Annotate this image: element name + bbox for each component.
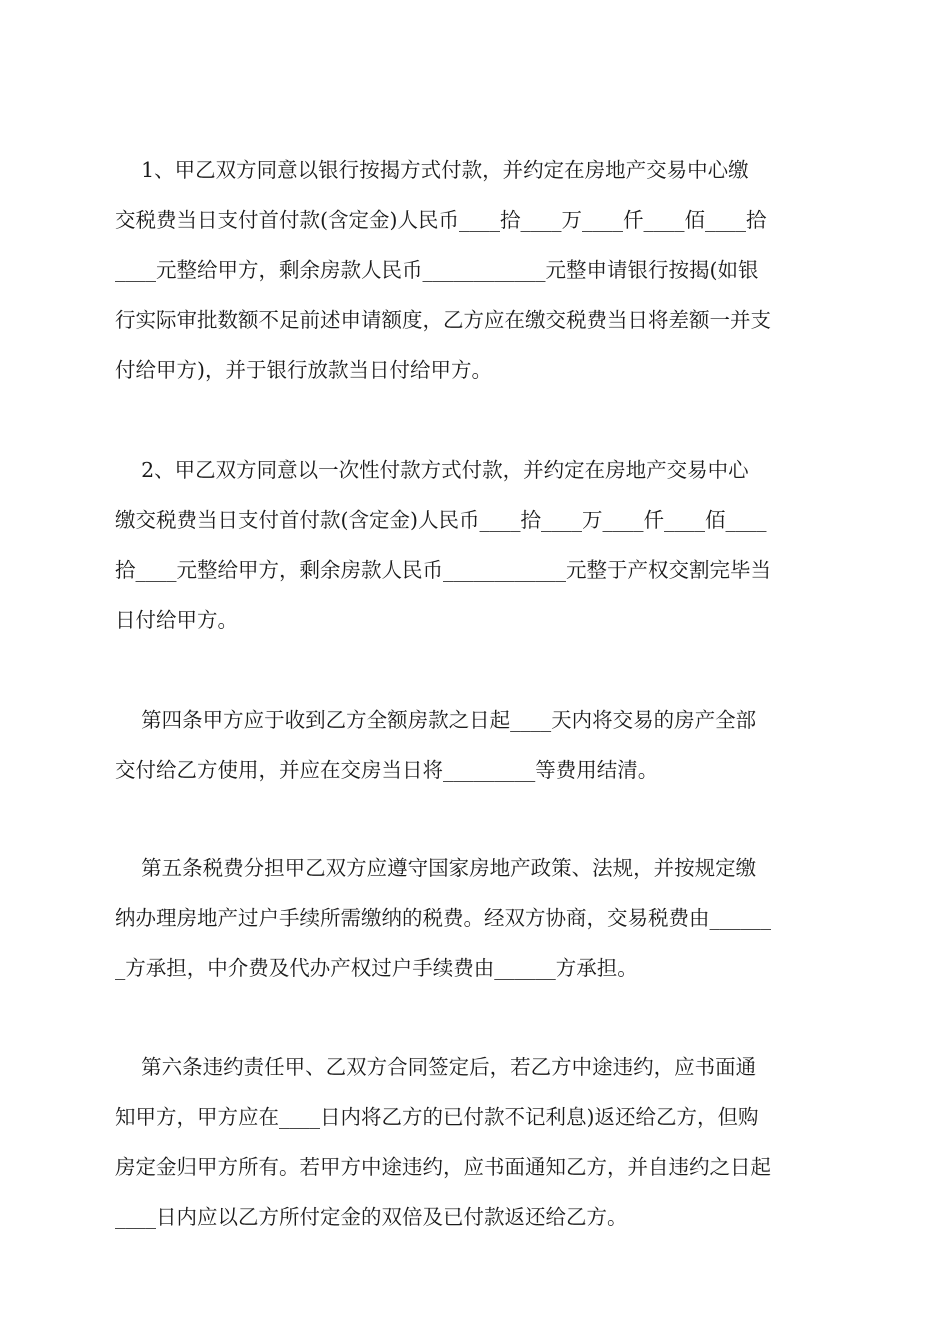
text-line: 交税费当日支付首付款(含定金)人民币____拾____万____仟____佰____拾 xyxy=(115,208,767,232)
text-line: 房定金归甲方所有。若甲方中途违约，应书面通知乙方，并自违约之日起 xyxy=(115,1155,771,1179)
text-line: 1、甲乙双方同意以银行按揭方式付款，并约定在房地产交易中心缴 xyxy=(115,158,749,182)
paragraph-article-6 xyxy=(115,1042,839,1242)
text-line: 2、甲乙双方同意以一次性付款方式付款，并约定在房地产交易中心 xyxy=(115,458,749,482)
text-line: ____日内应以乙方所付定金的双倍及已付款返还给乙方。 xyxy=(115,1205,628,1229)
paragraph-article-4 xyxy=(115,695,839,795)
text-line: _方承担，中介费及代办产权过户手续费由______方承担。 xyxy=(115,956,638,980)
paragraph-payment-lump-sum xyxy=(115,445,839,645)
text-line: 付给甲方)，并于银行放款当日付给甲方。 xyxy=(115,358,492,382)
text-line: ____元整给甲方，剩余房款人民币____________元整申请银行按揭(如银 xyxy=(115,258,759,282)
text-line: 交付给乙方使用，并应在交房当日将_________等费用结清。 xyxy=(115,758,659,782)
text-line: 缴交税费当日支付首付款(含定金)人民币____拾____万____仟____佰____ xyxy=(115,508,767,532)
text-line: 第五条税费分担甲乙双方应遵守国家房地产政策、法规，并按规定缴 xyxy=(115,856,757,880)
text-line: 纳办理房地产过户手续所需缴纳的税费。经双方协商，交易税费由______ xyxy=(115,906,771,930)
text-line: 第四条甲方应于收到乙方全额房款之日起____天内将交易的房产全部 xyxy=(115,708,757,732)
text-line: 行实际审批数额不足前述申请额度，乙方应在缴交税费当日将差额一并支 xyxy=(115,308,771,332)
text-line: 拾____元整给甲方，剩余房款人民币____________元整于产权交割完毕当 xyxy=(115,558,771,582)
text-line: 第六条违约责任甲、乙双方合同签定后，若乙方中途违约，应书面通 xyxy=(115,1055,757,1079)
paragraph-payment-mortgage xyxy=(115,145,839,395)
text-line: 日付给甲方。 xyxy=(115,608,238,632)
paragraph-article-5 xyxy=(115,843,839,993)
text-line: 知甲方，甲方应在____日内将乙方的已付款不记利息)返还给乙方，但购 xyxy=(115,1105,759,1129)
